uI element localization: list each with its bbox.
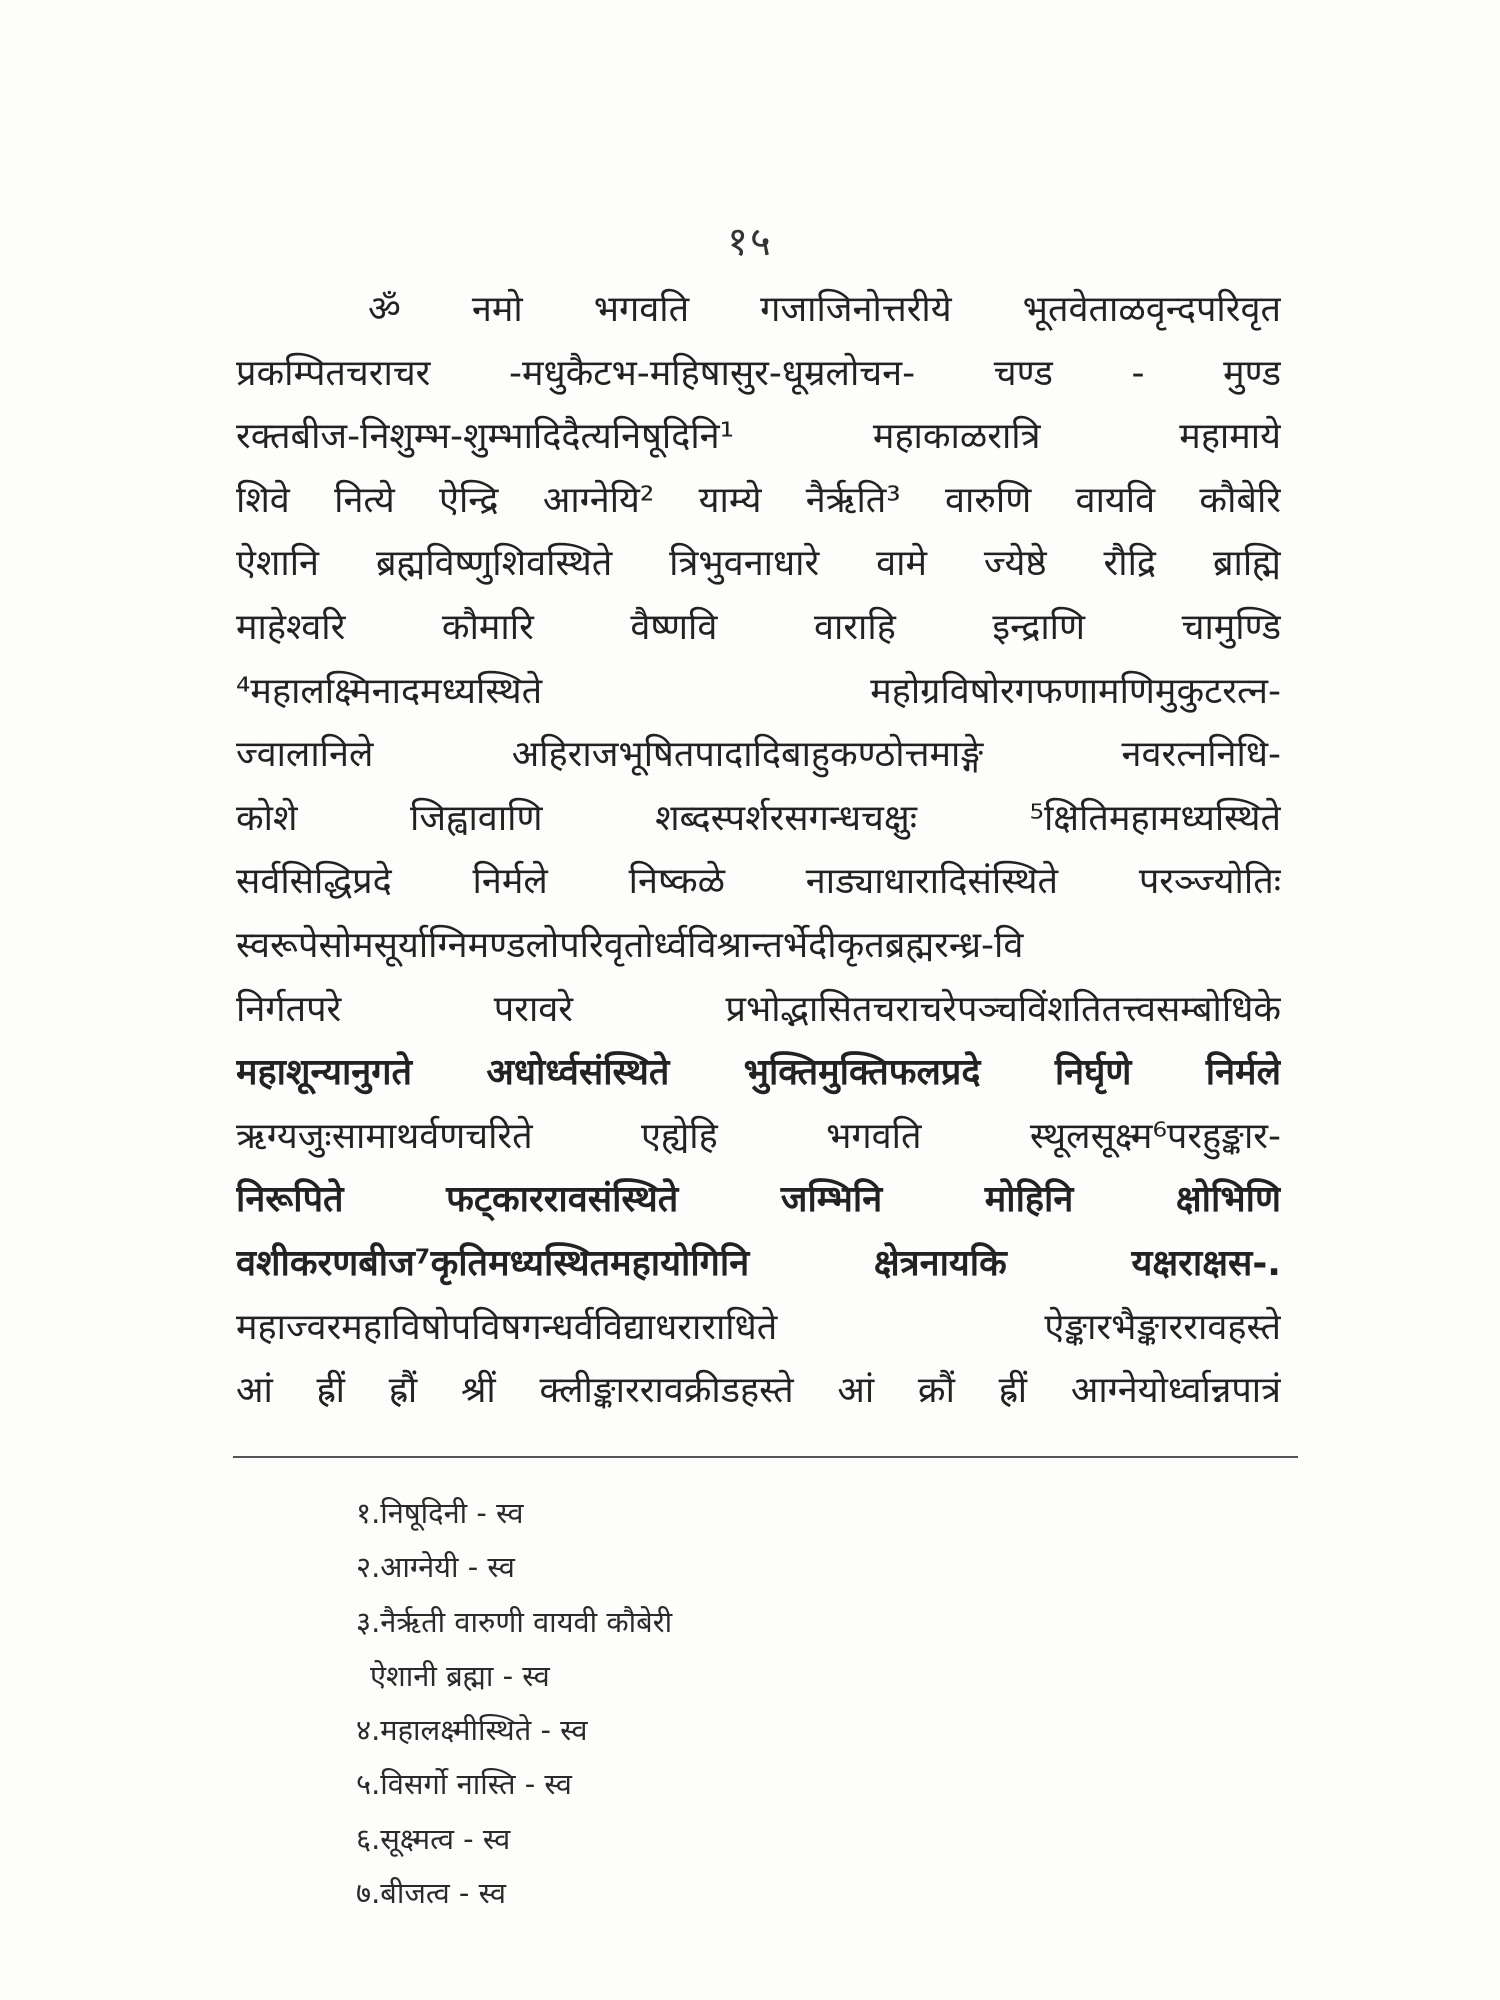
page-number: १५ (727, 219, 773, 265)
footnote-item: ६.सूक्ष्मत्व - स्व (356, 1821, 511, 1856)
footnote-item: ४.महालक्ष्मीस्थिते - स्व (356, 1713, 588, 1748)
text-line: ⁴महालक्ष्मिनादमध्यस्थिते महोग्रविषोरगफणामणिमुकुटरत्न- (236, 670, 1281, 712)
text-line: ज्वालानिले अहिराजभूषितपादादिबाहुकण्ठोत्तमाङ्गे नवरत्ननिधि- (236, 734, 1281, 776)
text-line: वशीकरणबीज⁷कृतिमध्यस्थितमहायोगिनि क्षेत्रनायकि यक्षराक्षस-. (236, 1242, 1281, 1284)
text-line: आं ह्रीं ह्रौं श्रीं क्लीङ्काररावक्रीडहस्ते आं क्रौं ह्रीं आग्नेयोर्ध्वान्नपात्रं (236, 1370, 1281, 1412)
footnote-item: ५.विसर्गो नास्ति - स्व (356, 1767, 572, 1802)
text-line: प्रकम्पितचराचर -मधुकैटभ-महिषासुर-धूम्रलोचन- चण्ड - मुण्ड (236, 352, 1281, 394)
footnote-item: ७.बीजत्व - स्व (356, 1876, 507, 1911)
text-line: स्वरूपेसोमसूर्याग्निमण्डलोपरिवृतोर्ध्वविश्रान्तर्भेदीकृतब्रह्मरन्ध्र-वि (236, 924, 1024, 966)
text-line: महाज्वरमहाविषोपविषगन्धर्वविद्याधराराधिते ऐङ्कारभैङ्काररावहस्ते (236, 1306, 1281, 1348)
text-line: कोशे जिह्वावाणि शब्दस्पर्शरसगन्धचक्षुः ⁵क्षितिमहामध्यस्थिते (236, 797, 1281, 839)
text-line: निरूपिते फट्काररावसंस्थिते जम्भिनि मोहिनि क्षोभिणि (236, 1179, 1281, 1221)
text-line: ऋग्यजुःसामाथर्वणचरिते एह्येहि भगवति स्थूलसूक्ष्म⁶परहुङ्कार- (236, 1115, 1281, 1157)
footnote-item: २.आग्नेयी - स्व (356, 1550, 515, 1585)
text-line: माहेश्वरि कौमारि वैष्णवि वाराहि इन्द्राणि चामुण्डि (236, 606, 1281, 648)
footnote-item: ऐशानी ब्रह्मा - स्व (370, 1658, 550, 1693)
text-line: शिवे नित्ये ऐन्द्रि आग्नेयि² याम्ये नैर्ऋति³ वारुणि वायवि कौबेरि (236, 479, 1281, 521)
text-line: महाशून्यानुगते अधोर्ध्वसंस्थिते भुक्तिमुक्तिफलप्रदे निर्घृणे निर्मले (236, 1052, 1281, 1094)
footnote-divider (233, 1456, 1298, 1458)
footnotes-block (356, 1486, 1056, 1920)
text-line: निर्गतपरे परावरे प्रभोद्भासितचराचरेपञ्चविंशतितत्त्वसम्बोधिके (236, 988, 1281, 1030)
text-line: ॐ नमो भगवति गजाजिनोत्तरीये भूतवेताळवृन्दपरिवृत (368, 289, 1281, 330)
text-line: ऐशानि ब्रह्मविष्णुशिवस्थिते त्रिभुवनाधारे वामे ज्येष्ठे रौद्रि ब्राह्मि (236, 543, 1281, 585)
text-line: रक्तबीज-निशुम्भ-शुम्भादिदैत्यनिषूदिनि¹ महाकाळरात्रि महामाये (236, 416, 1281, 458)
footnote-item: ३.नैर्ऋती वारुणी वायवी कौबेरी (356, 1604, 673, 1639)
footnote-item: १.निषूदिनी - स्व (356, 1496, 524, 1530)
main-text-block (236, 278, 1281, 1423)
text-line: सर्वसिद्धिप्रदे निर्मले निष्कळे नाड्याधारादिसंस्थिते परञ्ज्योतिः (236, 861, 1281, 903)
